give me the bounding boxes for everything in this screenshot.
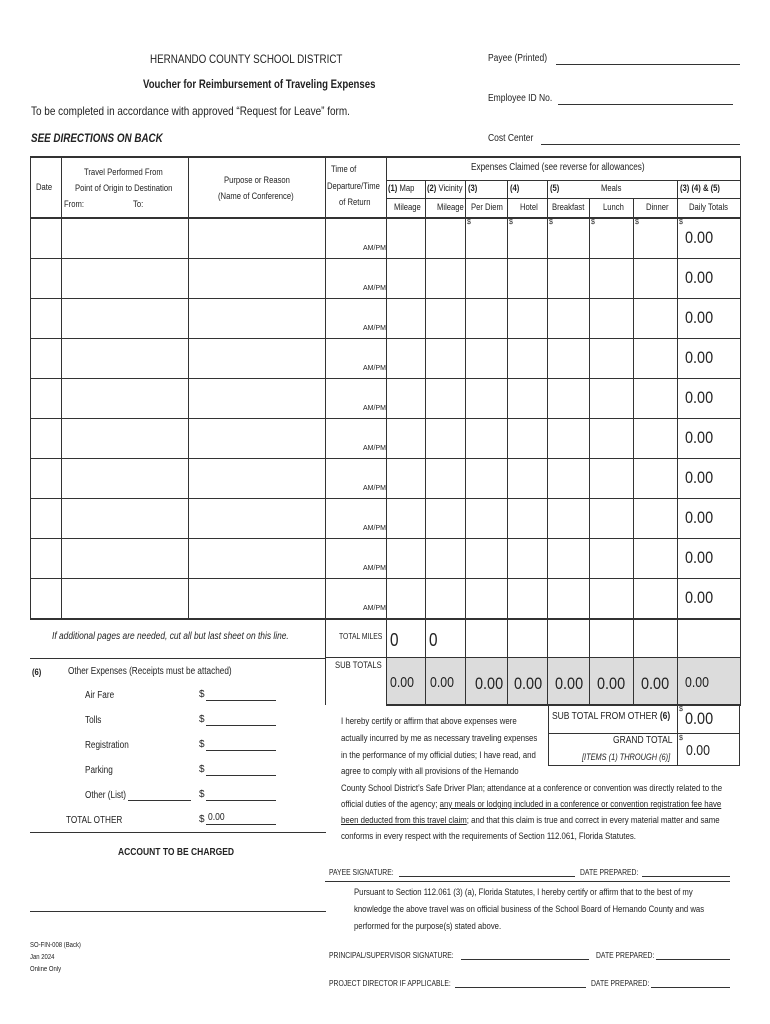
date-prepared-label: DATE PREPARED: bbox=[580, 868, 639, 877]
ampm-label: AM/PM bbox=[363, 565, 386, 572]
parking-label: Parking bbox=[85, 765, 113, 776]
cost-center-input[interactable] bbox=[541, 144, 740, 145]
payee-input[interactable] bbox=[556, 64, 740, 65]
registration-input[interactable] bbox=[206, 750, 276, 751]
grand-total-items: [ITEMS (1) THROUGH (6)] bbox=[582, 752, 671, 762]
certify-line-3: in the performance of my official duties; I have read, and bbox=[341, 750, 536, 760]
project-date-input[interactable] bbox=[651, 987, 730, 988]
row-daily-total: 0.00 bbox=[685, 388, 714, 407]
lunch-subtotal: 0.00 bbox=[597, 674, 626, 693]
map-subtotal: 0.00 bbox=[390, 674, 414, 691]
air-fare-input[interactable] bbox=[206, 700, 276, 701]
ampm-label: AM/PM bbox=[363, 485, 386, 492]
dollar-sign: $ bbox=[591, 219, 595, 226]
tolls-input[interactable] bbox=[206, 725, 276, 726]
cost-center-label: Cost Center bbox=[488, 133, 534, 144]
total-other-label: TOTAL OTHER bbox=[66, 815, 123, 826]
payee-signature-label: PAYEE SIGNATURE: bbox=[329, 868, 394, 877]
row-daily-total: 0.00 bbox=[685, 548, 714, 567]
total-other-underline bbox=[206, 824, 276, 825]
sub-total-other-value: 0.00 bbox=[685, 709, 714, 728]
dollar-sign: $ bbox=[199, 689, 205, 700]
certify-line-7: been deducted from this travel claim; and that this claim is true and correct in every material matter and same bbox=[341, 815, 720, 825]
employee-id-label: Employee ID No. bbox=[488, 93, 553, 104]
district-name: HERNANDO COUNTY SCHOOL DISTRICT bbox=[150, 52, 343, 66]
map-miles-total: 0 bbox=[390, 630, 399, 650]
row-daily-total: 0.00 bbox=[685, 468, 714, 487]
form-date: Jan 2024 bbox=[30, 954, 55, 961]
c4-header: (4) bbox=[510, 183, 520, 193]
c2-sub: Mileage bbox=[437, 202, 464, 212]
sub-total-other-label: SUB TOTAL FROM OTHER (6) bbox=[552, 711, 671, 722]
dollar-sign: $ bbox=[635, 219, 639, 226]
date-prepared-input[interactable] bbox=[642, 876, 730, 877]
breakfast-subtotal: 0.00 bbox=[555, 674, 584, 693]
col-travel-1: Travel Performed From bbox=[84, 167, 163, 177]
certify-line-5: County School District’s Safe Driver Plan; attendance at a conference or convention was directly related to the bbox=[341, 783, 723, 793]
ampm-label: AM/PM bbox=[363, 245, 386, 252]
air-fare-label: Air Fare bbox=[85, 690, 115, 701]
c3-sub: Per Diem bbox=[471, 202, 503, 212]
c4-sub: Hotel bbox=[520, 202, 538, 212]
payee-signature-input[interactable] bbox=[399, 876, 575, 877]
total-other-value: 0.00 bbox=[208, 812, 225, 823]
project-director-input[interactable] bbox=[455, 987, 586, 988]
hotel-subtotal: 0.00 bbox=[514, 674, 543, 693]
form-title: Voucher for Reimbursement of Traveling Expenses bbox=[143, 77, 376, 91]
pursuant-line-3: performed for the purpose(s) stated above. bbox=[354, 921, 502, 931]
dollar-sign: $ bbox=[199, 789, 205, 800]
certify-line-1: I hereby certify or affirm that above expenses were bbox=[341, 716, 517, 726]
row-daily-total: 0.00 bbox=[685, 348, 714, 367]
expenses-header: Expenses Claimed (see reverse for allowances) bbox=[471, 162, 645, 173]
per-diem-subtotal: 0.00 bbox=[475, 674, 504, 693]
dollar-sign: $ bbox=[509, 219, 513, 226]
certify-line-8: conforms in every respect with the requirements of Section 112.061, Florida Statutes. bbox=[341, 831, 636, 841]
grand-total-label: GRAND TOTAL bbox=[613, 735, 673, 746]
directions-note: SEE DIRECTIONS ON BACK bbox=[31, 131, 163, 145]
ampm-label: AM/PM bbox=[363, 405, 386, 412]
vicinity-subtotal: 0.00 bbox=[430, 674, 454, 691]
principal-signature-label: PRINCIPAL/SUPERVISOR SIGNATURE: bbox=[329, 951, 454, 960]
row-daily-total: 0.00 bbox=[685, 428, 714, 447]
ampm-label: AM/PM bbox=[363, 605, 386, 612]
certify-line-2: actually incurred by me as necessary traveling expenses bbox=[341, 733, 538, 743]
col-date: Date bbox=[36, 182, 53, 192]
cut-line-note: If additional pages are needed, cut all but last sheet on this line. bbox=[52, 631, 289, 642]
meals-header: Meals bbox=[601, 183, 622, 193]
registration-label: Registration bbox=[85, 740, 129, 751]
divider bbox=[30, 832, 326, 833]
daily-subtotal: 0.00 bbox=[685, 674, 709, 691]
project-date-label: DATE PREPARED: bbox=[591, 979, 650, 988]
row-daily-total: 0.00 bbox=[685, 228, 714, 247]
breakfast-header: Breakfast bbox=[552, 202, 585, 212]
dollar-sign: $ bbox=[467, 219, 471, 226]
ampm-label: AM/PM bbox=[363, 365, 386, 372]
col-from: From: bbox=[64, 199, 84, 209]
c1-header: (1) Map bbox=[388, 183, 415, 193]
dollar-sign: $ bbox=[679, 706, 683, 713]
dinner-header: Dinner bbox=[646, 202, 669, 212]
col-time-3: of Return bbox=[339, 197, 371, 207]
other-list-input[interactable] bbox=[128, 800, 191, 801]
form-number: SO-FIN-008 (Back) bbox=[30, 942, 81, 949]
ampm-label: AM/PM bbox=[363, 325, 386, 332]
other-amount-input[interactable] bbox=[206, 800, 276, 801]
pursuant-line-1: Pursuant to Section 112.061 (3) (a), Florida Statutes, I hereby certify or affirm that to the best of my bbox=[354, 887, 693, 897]
other-expenses-label: Other Expenses (Receipts must be attached) bbox=[68, 666, 232, 677]
sub-totals-label: SUB TOTALS bbox=[335, 660, 382, 670]
dollar-sign: $ bbox=[199, 764, 205, 775]
dollar-sign: $ bbox=[199, 739, 205, 750]
parking-input[interactable] bbox=[206, 775, 276, 776]
ampm-label: AM/PM bbox=[363, 445, 386, 452]
payee-label: Payee (Printed) bbox=[488, 53, 548, 64]
dollar-sign: $ bbox=[199, 814, 205, 825]
principal-date-input[interactable] bbox=[656, 959, 730, 960]
row-daily-total: 0.00 bbox=[685, 268, 714, 287]
row-daily-total: 0.00 bbox=[685, 308, 714, 327]
certify-line-6: official duties of the agency; any meals or lodging included in a conference or convention registration fee have bbox=[341, 799, 722, 809]
dollar-sign: $ bbox=[679, 219, 683, 226]
grand-total-value: 0.00 bbox=[686, 742, 710, 759]
certify-line-4: agree to comply with all provisions of the Hernando bbox=[341, 766, 519, 776]
col-to: To: bbox=[133, 199, 144, 209]
tolls-label: Tolls bbox=[85, 715, 102, 726]
row-daily-total: 0.00 bbox=[685, 508, 714, 527]
col-time-2: Departure/Time bbox=[327, 181, 380, 191]
c5-header: (5) bbox=[550, 183, 560, 193]
col-time-1: Time of bbox=[331, 164, 357, 174]
col-purpose-1: Purpose or Reason bbox=[224, 175, 290, 185]
dollar-sign: $ bbox=[679, 735, 683, 742]
employee-id-input[interactable] bbox=[558, 104, 733, 105]
account-label: ACCOUNT TO BE CHARGED bbox=[118, 847, 235, 858]
project-director-label: PROJECT DIRECTOR IF APPLICABLE: bbox=[329, 979, 451, 988]
total-miles-label: TOTAL MILES bbox=[339, 632, 383, 641]
principal-date-label: DATE PREPARED: bbox=[596, 951, 655, 960]
c2-header: (2) Vicinity bbox=[427, 183, 463, 193]
vicinity-miles-total: 0 bbox=[429, 630, 438, 650]
row-daily-total: 0.00 bbox=[685, 588, 714, 607]
instruction-text: To be completed in accordance with approved “Request for Leave” form. bbox=[31, 104, 350, 118]
c1-sub: Mileage bbox=[394, 202, 421, 212]
daily-totals-header: Daily Totals bbox=[689, 202, 728, 212]
account-input[interactable] bbox=[30, 911, 326, 912]
ampm-label: AM/PM bbox=[363, 525, 386, 532]
other-list-label: Other (List) bbox=[85, 790, 127, 801]
other-num: (6) bbox=[32, 667, 42, 677]
dollar-sign: $ bbox=[199, 714, 205, 725]
dinner-subtotal: 0.00 bbox=[641, 674, 670, 693]
col-travel-2: Point of Origin to Destination bbox=[75, 183, 173, 193]
form-online: Online Only bbox=[30, 966, 62, 973]
col-purpose-2: (Name of Conference) bbox=[218, 191, 294, 201]
c3-header: (3) bbox=[468, 183, 478, 193]
daily-head: (3) (4) & (5) bbox=[680, 183, 720, 193]
pursuant-line-2: knowledge the above travel was on official business of the School Board of Hernando County and was bbox=[354, 904, 705, 914]
ampm-label: AM/PM bbox=[363, 285, 386, 292]
dollar-sign: $ bbox=[549, 219, 553, 226]
principal-signature-input[interactable] bbox=[461, 959, 589, 960]
lunch-header: Lunch bbox=[603, 202, 624, 212]
